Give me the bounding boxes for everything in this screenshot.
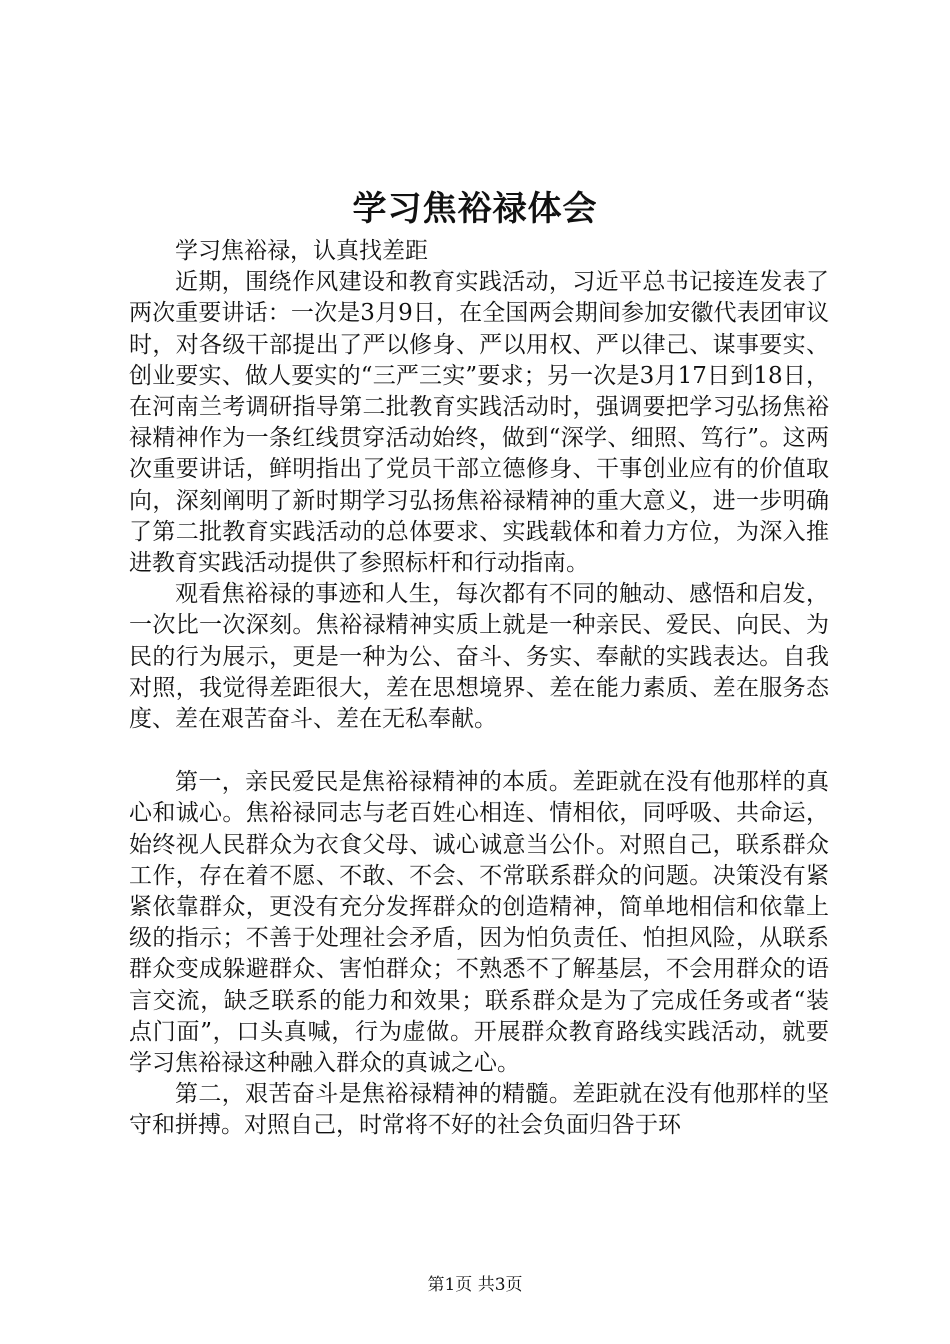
document-title: 学习焦裕禄体会 [352, 189, 598, 229]
page-footer: 第1页 共3页 [427, 1275, 523, 1295]
document-body [129, 236, 829, 1142]
paragraph-point-one: 第一，亲民爱民是焦裕禄精神的本质。差距就在没有他那样的真心和诚心。焦裕禄同志与老百姓心相连、情相依，同呼吸、共命运，始终视人民群众为衣食父母、诚心诚意当公仆。对照自己，联系群众工作，存在着不愿、不敢、不会、不常联系群众的问题。决策没有紧紧依靠群众，更没有充分发挥群众的创造精神，简单地相信和依靠上级的指示；不善于处理社会矛盾，因为怕负责任、怕担风险，从联系群众变成躲避群众、害怕群众；不熟悉不了解基层，不会用群众的语言交流，缺乏联系的能力和效果；联系群众是为了完成任务或者“装点门面”，口头真喊，行为虚做。开展群众教育路线实践活动，就要学习焦裕禄这种融入群众的真诚之心。 [129, 769, 829, 1077]
paragraph-intro: 近期，围绕作风建设和教育实践活动，习近平总书记接连发表了两次重要讲话：一次是3月9日，在全国两会期间参加安徽代表团审议时，对各级干部提出了严以修身、严以用权、严以律己、谋事要实、创业要实、做人要实的“三严三实”要求；另一次是3月17日到18日，在河南兰考调研指导第二批教育实践活动时，强调要把学习弘扬焦裕禄精神作为一条红线贯穿活动始终，做到“深学、细照、笃行”。这两次重要讲话，鲜明指出了党员干部立德修身、干事创业应有的价值取向，深刻阐明了新时期学习弘扬焦裕禄精神的重大意义，进一步明确了第二批教育实践活动的总体要求、实践载体和着力方位，为深入推进教育实践活动提供了参照标杆和行动指南。 [129, 269, 829, 577]
paragraph-subtitle: 学习焦裕禄，认真找差距 [175, 238, 428, 264]
paragraph-reflection: 观看焦裕禄的事迹和人生，每次都有不同的触动、感悟和启发，一次比一次深刻。焦裕禄精神实质上就是一种亲民、爱民、向民、为民的行为展示，更是一种为公、奋斗、务实、奉献的实践表达。自我对照，我觉得差距很大，差在思想境界、差在能力素质、差在服务态度、差在艰苦奋斗、差在无私奉献。 [129, 581, 829, 733]
paragraph-point-two: 第二，艰苦奋斗是焦裕禄精神的精髓。差距就在没有他那样的坚守和拼搏。对照自己，时常将不好的社会负面归咎于环 [129, 1081, 829, 1139]
